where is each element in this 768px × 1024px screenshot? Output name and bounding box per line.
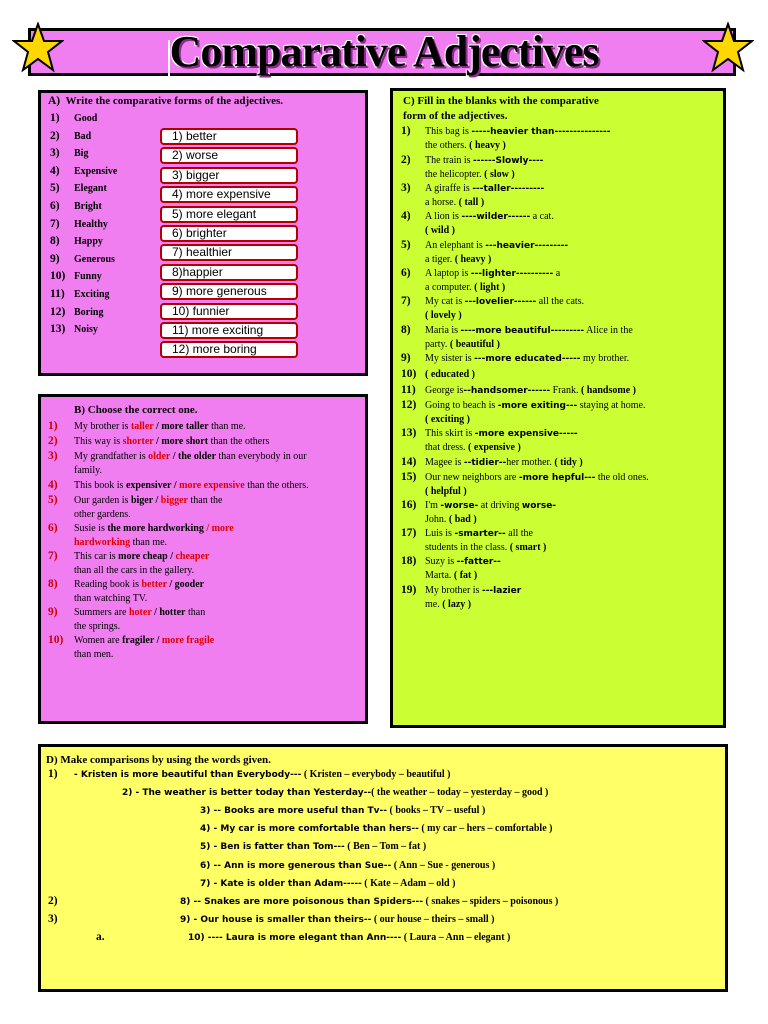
given-words: ( Kristen – everybody – beautiful ) — [301, 769, 451, 780]
section-c-heading-line1: C) Fill in the blanks with the comparative — [403, 95, 599, 107]
text-segment: My grandfather is — [74, 451, 149, 462]
sentence-line — [74, 551, 209, 562]
text-segment: family. — [74, 465, 102, 476]
item-number: 9) — [50, 252, 60, 265]
item-number: 3) — [48, 450, 58, 462]
answer-text: 10) ---- Laura is more elegant than Ann---- — [188, 932, 402, 943]
line-prefix: 3) — [48, 912, 58, 925]
item-number: 2) — [50, 129, 60, 142]
sentence-line — [74, 579, 204, 590]
text-segment: all the — [505, 528, 533, 539]
text-segment: ---more educated----- — [474, 354, 581, 364]
text-segment: ( handsome ) — [580, 385, 636, 396]
sentence-line — [74, 421, 246, 432]
text-segment: the helicopter. — [425, 169, 485, 180]
section-c-heading-line2: form of the adjectives. — [403, 110, 508, 122]
text-segment: Going to beach is — [425, 400, 498, 411]
given-words: ( Laura – Ann – elegant ) — [401, 931, 511, 943]
adjective-word: Bright — [74, 201, 102, 212]
text-segment: party. — [425, 339, 450, 350]
given-words: ( Ann – Sue - generous ) — [391, 859, 496, 871]
answer-box: 7) healthier — [160, 244, 298, 261]
sentence-line — [74, 649, 113, 660]
text-segment: / — [152, 495, 161, 506]
text-segment: hotter — [159, 607, 186, 618]
sentence-line — [425, 369, 475, 380]
item-number: 5) — [48, 494, 58, 506]
sentence-line — [74, 621, 120, 632]
text-segment: My brother is — [425, 585, 482, 596]
text-segment: John. — [425, 514, 449, 525]
text-segment: ( smart ) — [509, 542, 547, 553]
item-number: 10) — [48, 634, 64, 646]
text-segment: Our garden is — [74, 495, 131, 506]
text-segment: all the cats. — [536, 296, 585, 307]
sentence-line — [74, 436, 269, 447]
comparison-line — [200, 823, 552, 834]
sentence-line — [425, 385, 636, 396]
answer-text: 9) - Our house is smaller than theirs-- — [180, 914, 372, 925]
text-segment: ( beautiful ) — [449, 339, 500, 350]
item-number: 5) — [401, 239, 411, 251]
item-number: 4) — [48, 479, 58, 491]
text-segment: that dress. — [425, 442, 469, 453]
text-segment: ( tall ) — [458, 197, 485, 208]
text-segment: than all the cars in the gallery. — [74, 565, 195, 576]
sentence-line — [425, 197, 484, 208]
answer-box: 4) more expensive — [160, 186, 298, 203]
item-number: 2) — [48, 435, 58, 447]
answer-box: 3) bigger — [160, 167, 298, 184]
sentence-line — [425, 514, 477, 525]
item-number: 14) — [401, 456, 417, 468]
sentence-line — [425, 500, 556, 511]
sentence-line — [425, 339, 500, 350]
sentence-line — [74, 565, 194, 576]
answer-text: 3) -- Books are more useful than Tv-- — [200, 806, 388, 817]
text-segment: / — [154, 635, 162, 646]
given-words: ( the weather – today – yesterday – good ) — [371, 787, 549, 799]
adjective-word: Generous — [74, 253, 115, 265]
item-number: 11) — [401, 384, 416, 396]
comparison-line — [180, 896, 558, 907]
sentence-line — [425, 457, 583, 468]
sentence-line — [74, 607, 205, 618]
text-segment: the more hardworking — [107, 523, 204, 534]
text-segment: cheaper — [175, 551, 210, 562]
text-segment: Suzy is — [425, 556, 457, 567]
text-segment: Summers are — [74, 607, 129, 618]
sentence-line — [425, 414, 470, 425]
answer-box: 8)happier — [160, 264, 298, 281]
text-segment: --handsomer------ — [463, 386, 551, 396]
item-number: 3) — [50, 147, 60, 160]
text-segment: ( educated ) — [425, 369, 475, 380]
text-segment: ( helpful ) — [425, 486, 467, 497]
item-number: 8) — [50, 235, 60, 248]
text-segment: ( light ) — [474, 282, 506, 293]
sentence-line — [74, 495, 222, 506]
text-segment: ( fat ) — [453, 570, 478, 581]
sentence-line — [425, 211, 554, 222]
text-segment: ( slow ) — [484, 169, 515, 180]
answer-box: 5) more elegant — [160, 206, 298, 223]
text-segment: than watching TV. — [74, 593, 148, 604]
sentence-line — [425, 542, 546, 553]
text-segment: Our new neighbors are — [425, 472, 519, 483]
text-segment: Susie is — [74, 523, 108, 534]
item-number: 3) — [401, 182, 411, 194]
text-segment: This skirt is — [425, 428, 475, 439]
text-segment: A lion is — [425, 211, 462, 222]
text-segment: / — [166, 579, 175, 590]
text-segment: ( wild ) — [425, 225, 455, 236]
text-segment: than everybody in our — [216, 451, 307, 462]
item-number: 13) — [50, 323, 66, 336]
section-a-label: A) — [48, 95, 61, 107]
item-number: 1) — [48, 420, 58, 432]
text-segment: a tiger. — [425, 254, 455, 265]
item-number: 12) — [50, 305, 66, 318]
text-segment: Maria is — [425, 325, 461, 336]
adjective-word: Healthy — [74, 218, 108, 230]
text-segment: This book is — [74, 480, 126, 491]
text-segment: Reading book is — [74, 579, 142, 590]
text-segment: the older — [177, 451, 217, 462]
text-segment: ( lazy ) — [442, 599, 472, 610]
answer-text: 5) - Ben is fatter than Tom--- — [200, 842, 345, 853]
sentence-line — [74, 480, 309, 491]
text-segment: My cat is — [425, 296, 465, 307]
text-segment: / — [153, 436, 162, 447]
text-segment: a horse. — [425, 197, 459, 208]
text-segment: my brother. — [580, 353, 630, 364]
answer-text: 6) -- Ann is more generous than Sue-- — [200, 860, 392, 871]
text-segment: An elephant is — [425, 240, 486, 251]
text-segment: biger — [130, 495, 153, 506]
item-number: 13) — [401, 427, 417, 439]
star-icon — [12, 22, 64, 74]
adjective-word: Bad — [74, 130, 92, 142]
item-number: 7) — [48, 550, 58, 562]
sentence-line — [425, 183, 544, 194]
text-segment: / — [153, 421, 162, 432]
sentence-line — [425, 268, 560, 279]
answer-box: 9) more generous — [160, 283, 298, 300]
text-segment: hardworking — [74, 537, 131, 548]
item-number: 9) — [48, 606, 58, 618]
sentence-line — [425, 528, 533, 539]
text-segment: ---lazier — [481, 586, 522, 596]
sentence-line — [74, 509, 131, 520]
sentence-line — [74, 537, 167, 548]
text-segment: taller — [130, 421, 154, 432]
sentence-line — [425, 140, 506, 151]
text-segment: more short — [161, 436, 209, 447]
answer-box: 10) funnier — [160, 303, 298, 320]
sentence-line — [425, 442, 521, 453]
text-segment: hoter — [129, 607, 152, 618]
comparison-line — [200, 878, 455, 889]
sentence-line — [425, 225, 455, 236]
text-segment: ----more beautiful--------- — [460, 326, 585, 336]
text-segment: a — [553, 268, 561, 279]
sentence-line — [425, 585, 521, 596]
line-prefix: 1) — [48, 768, 58, 780]
sentence-line — [425, 556, 501, 567]
text-segment: My sister is — [425, 353, 475, 364]
text-segment: a computer. — [425, 282, 475, 293]
text-segment: ---lovelier------ — [464, 297, 537, 307]
answer-box: 6) brighter — [160, 225, 298, 242]
sentence-line — [74, 593, 147, 604]
text-segment: -more hepful--- — [518, 473, 596, 483]
comparison-line — [122, 787, 548, 798]
text-segment: ---heavier--------- — [485, 241, 569, 251]
item-number: 16) — [401, 499, 417, 511]
item-number: 4) — [50, 164, 60, 177]
text-segment: Alice in the — [584, 325, 633, 336]
text-segment: staying at home. — [577, 400, 646, 411]
text-segment: ( heavy ) — [454, 254, 492, 265]
text-segment: / — [170, 451, 178, 462]
line-prefix: a. — [96, 930, 105, 943]
section-b-heading: B) Choose the correct one. — [74, 404, 198, 416]
given-words: ( our house – theirs – small ) — [371, 913, 495, 925]
item-number: 6) — [50, 200, 60, 212]
item-number: 4) — [401, 210, 411, 222]
text-segment: the others. — [425, 140, 470, 151]
text-segment: I'm — [425, 500, 441, 511]
comparison-line — [200, 805, 485, 816]
text-segment: than the others. — [244, 480, 309, 491]
item-number: 7) — [401, 295, 411, 307]
text-segment: -worse- — [440, 501, 479, 511]
item-number: 8) — [48, 578, 58, 590]
text-segment: / — [167, 551, 176, 562]
text-segment: than men. — [74, 649, 114, 660]
text-segment: ( lovely ) — [425, 310, 462, 321]
text-segment: / — [151, 607, 160, 618]
text-segment: older — [148, 451, 171, 462]
adjective-word: Happy — [74, 236, 103, 248]
sentence-line — [425, 296, 584, 307]
item-number: 1) — [50, 112, 60, 124]
given-words: ( Kate – Adam – old ) — [361, 877, 456, 889]
comparison-line — [200, 841, 426, 852]
text-segment: more cheap — [118, 551, 168, 562]
sentence-line — [425, 169, 515, 180]
answer-text: 8) -- Snakes are more poisonous than Spiders--- — [180, 896, 424, 907]
text-segment: the springs. — [74, 621, 121, 632]
text-segment: A giraffe is — [425, 183, 473, 194]
given-words: ( my car – hers – comfortable ) — [418, 823, 553, 835]
line-prefix: 2) — [48, 894, 58, 907]
section-a-heading — [48, 95, 283, 107]
sentence-line — [74, 465, 102, 476]
text-segment: at driving — [478, 500, 522, 511]
sentence-line — [425, 325, 633, 336]
text-segment: This car is — [74, 551, 119, 562]
sentence-line — [425, 472, 649, 483]
text-segment: ------Slowly---- — [473, 156, 544, 166]
text-segment: than — [185, 607, 206, 618]
text-segment: / — [203, 523, 212, 534]
sentence-line — [425, 254, 491, 265]
sentence-line — [425, 310, 462, 321]
answer-box: 12) more boring — [160, 341, 298, 358]
text-segment: -more exiting--- — [497, 401, 578, 411]
answer-text: 4) - My car is more comfortable than hers-- — [200, 824, 419, 835]
text-segment: better — [141, 579, 167, 590]
text-segment: more — [211, 523, 234, 534]
text-segment: This bag is — [425, 126, 472, 137]
item-number: 10) — [401, 368, 417, 380]
item-number: 19) — [401, 584, 417, 596]
text-segment: -more expensive----- — [474, 429, 578, 439]
text-segment: than me. — [208, 421, 246, 432]
text-segment: gooder — [174, 579, 205, 590]
sentence-line — [425, 570, 477, 581]
text-segment: a cat. — [530, 211, 554, 222]
given-words: ( books – TV – useful ) — [387, 805, 486, 817]
text-segment: My brother is — [74, 421, 131, 432]
item-number: 2) — [401, 154, 411, 166]
text-segment: ----wilder------ — [461, 212, 531, 222]
text-segment: ---lighter---------- — [470, 269, 554, 279]
sentence-line — [74, 635, 214, 646]
text-segment: ( tidy ) — [554, 457, 583, 468]
text-segment: the old ones. — [595, 472, 649, 483]
sentence-line — [425, 240, 568, 251]
answer-text: 2) - The weather is better today than Yesterday-- — [122, 788, 372, 799]
text-segment: than me. — [130, 537, 168, 548]
section-d-heading: D) Make comparisons by using the words given. — [46, 754, 271, 766]
item-number: 18) — [401, 555, 417, 567]
text-segment: Women are — [74, 635, 123, 646]
text-segment: The train is — [425, 155, 474, 166]
item-number: 11) — [50, 288, 65, 300]
adjective-word: Exciting — [74, 289, 110, 300]
text-segment: ( expensive ) — [468, 442, 521, 453]
comparison-line — [188, 932, 510, 943]
text-segment: -smarter-- — [454, 529, 506, 539]
adjective-word: Expensive — [74, 165, 118, 177]
comparison-line — [74, 769, 450, 780]
page-title: Comparative Adjectives — [169, 27, 599, 76]
text-segment: bigger — [160, 495, 188, 506]
item-number: 1) — [401, 125, 411, 137]
sentence-line — [74, 451, 307, 462]
text-segment: George is — [425, 385, 464, 396]
text-segment: ( heavy ) — [469, 140, 506, 151]
text-segment: other gardens. — [74, 509, 131, 520]
text-segment: --tidier-- — [463, 458, 507, 468]
item-number: 8) — [401, 324, 411, 336]
text-segment: more expensive — [179, 480, 245, 491]
answer-box: 2) worse — [160, 147, 298, 164]
text-segment: her mother. — [506, 457, 555, 468]
text-segment: ---taller--------- — [472, 184, 545, 194]
item-number: 6) — [401, 267, 411, 279]
item-number: 12) — [401, 399, 417, 411]
text-segment: more taller — [161, 421, 209, 432]
text-segment: fragiler — [122, 635, 155, 646]
answer-text: - Kristen is more beautiful than Everybody--- — [74, 770, 302, 780]
text-segment: Magee is — [425, 457, 464, 468]
sentence-line — [425, 126, 611, 137]
sentence-line — [425, 486, 467, 497]
adjective-word: Big — [74, 148, 89, 160]
sentence-line — [425, 353, 629, 364]
text-segment: A laptop is — [425, 268, 471, 279]
item-number: 7) — [50, 217, 60, 230]
text-segment: ( bad ) — [448, 514, 477, 525]
sentence-line — [425, 428, 578, 439]
item-number: 9) — [401, 352, 411, 364]
sentence-line — [425, 155, 543, 166]
adjective-word: Boring — [74, 306, 104, 318]
answer-box: 11) more exciting — [160, 322, 298, 339]
text-segment: than the others — [208, 436, 270, 447]
answer-box: 1) better — [160, 128, 298, 145]
text-segment: -----heavier than--------------- — [471, 127, 611, 137]
sentence-line — [425, 282, 505, 293]
adjective-word: Funny — [74, 271, 102, 283]
text-segment: / — [171, 480, 180, 491]
text-segment: than the — [187, 495, 223, 506]
item-number: 17) — [401, 527, 417, 539]
given-words: ( Ben – Tom – fat ) — [344, 841, 427, 853]
text-segment: me. — [425, 599, 443, 610]
text-segment: Luis is — [425, 528, 455, 539]
text-segment: Frank. — [550, 385, 581, 396]
sentence-line — [425, 400, 646, 411]
item-number: 6) — [48, 522, 58, 534]
text-segment: worse- — [521, 501, 557, 511]
item-number: 15) — [401, 471, 417, 483]
text-segment: more fragile — [161, 635, 215, 646]
adjective-word: Elegant — [74, 183, 107, 195]
item-number: 5) — [50, 182, 60, 195]
sentence-line — [74, 523, 234, 534]
sentence-line — [425, 599, 471, 610]
item-number: 10) — [50, 270, 66, 283]
star-icon — [702, 22, 754, 74]
comparison-line — [180, 914, 494, 925]
adjective-word: Good — [74, 113, 98, 124]
adjective-word: Noisy — [74, 324, 98, 336]
text-segment: --fatter-- — [456, 557, 501, 567]
text-segment: This way is — [74, 436, 123, 447]
text-segment: expensiver — [125, 480, 172, 491]
text-segment: shorter — [122, 436, 154, 447]
section-a-instruction: Write the comparative forms of the adjectives. — [65, 95, 284, 107]
text-segment: ( exciting ) — [425, 414, 470, 425]
text-segment: students in the class. — [425, 542, 510, 553]
text-segment: Marta. — [425, 570, 454, 581]
comparison-line — [200, 860, 495, 871]
given-words: ( snakes – spiders – poisonous ) — [423, 895, 559, 907]
answer-text: 7) - Kate is older than Adam----- — [200, 878, 362, 889]
